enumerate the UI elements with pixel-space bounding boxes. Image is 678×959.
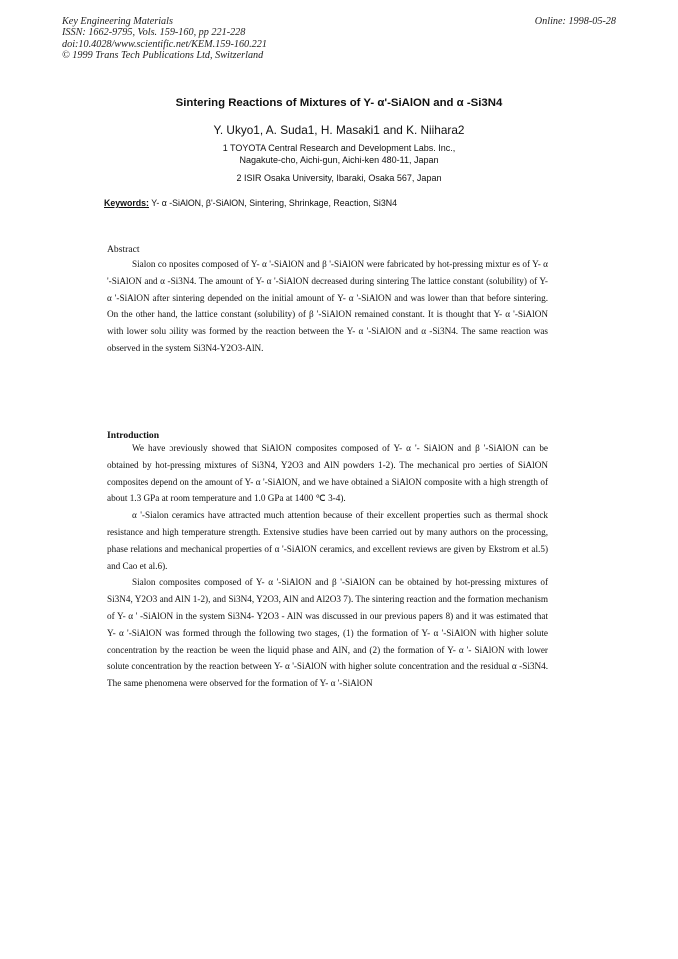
introduction-body bbox=[107, 440, 548, 692]
introduction-paragraph-1: We have ɔreviously showed that SiAlON composites composed of Y- α '- SiAlON and β '-SiAlON can be obtained by hot-pressing mixtures of Si3N4, Y2O3 and AlN powders 1-2). The mechanical pro ɔerties of SiAlON composites depend on the amount of Y- α '-SiAlON, and we have obtained a SiAlON composite with a high strength of about 1.3 GPa at room temperature and 1.0 GPa at 1400 ℃ 3-4). bbox=[107, 443, 548, 504]
paper-title: Sintering Reactions of Mixtures of Y- α'-SiAlON and α -Si3N4 bbox=[175, 97, 503, 109]
paper-authors: Y. Ukyo1, A. Suda1, H. Masaki1 and K. Niihara2 bbox=[213, 123, 465, 137]
keywords-line bbox=[104, 198, 397, 208]
affiliation-1 bbox=[0, 143, 678, 166]
journal-doi: doi:10.4028/www.scientific.net/KEM.159-160.221 bbox=[62, 38, 267, 50]
affiliation-2: 2 ISIR Osaka University, Ibaraki, Osaka 567, Japan bbox=[236, 173, 442, 183]
introduction-paragraph-3: Sialon composites composed of Y- α '-SiAlON and β '-SiAlON can be obtained by hot-pressing mixtures of Si3N4, Y2O3 and AlN 1-2), and Si3N4, Y2O3, AlN and Al2O3 7). The sintering reaction and the formation mechanism of Y- α ' -SiAlON in the system Si3N4- Y2O3 - AlN was discussed in our previous papers 8) and it was estimated that Y- α '-SiAlON was formed through the following two stages, (1) the formation of Y- α '-SiAlON with higher solute concentration by the reaction be ween the liquid phase and AlN, and (2) the formation of Y- α '- SiAlON with lower solute concentration by the reaction between Y- α '-SiAlON with higher solute concentration and the residual α -Si3N4. The same phenomena were observed for the formation of Y- α '-SiAlON bbox=[107, 577, 548, 689]
journal-issn: ISSN: 1662-9795, Vols. 159-160, pp 221-228 bbox=[62, 27, 246, 39]
introduction-heading: Introduction bbox=[107, 430, 160, 441]
keywords-list: Y- α -SiAlON, β'-SiAlON, Sintering, Shrinkage, Reaction, Si3N4 bbox=[151, 198, 397, 208]
introduction-paragraph-2: α '-Sialon ceramics have attracted much attention because of their excellent properties such as thermal shock resistance and high temperature strength. Extensive studies have been carried out by many authors on the processing, phase relations and mechanical properties of α '-SiAlON ceramics, and excellent reviews are given by Ekstrom et al.5) and Cao et al.6). bbox=[107, 510, 548, 571]
abstract-heading: Abstract bbox=[107, 244, 140, 255]
online-date: Online: 1998-05-28 bbox=[534, 16, 616, 27]
journal-copyright: © 1999 Trans Tech Publications Ltd, Switzerland bbox=[62, 49, 264, 61]
abstract-paragraph: Sialon co nposites composed of Y- α '-SiAlON and β '-SiAlON were fabricated by hot-pressing mixtur es of Y- α '-SiAlON and α -Si3N4. The amount of Y- α '-SiAlON decreased during sintering The lattice constant (solubility) of Y- α '-SiAlON after sintering depended on the initial amount of Y- α '-SiAlON and was lower than that before sintering. On the other hand, the lattice constant (solubility) of β '-SiAlON remained constant. It is thought that Y- α '-SiAlON with lower solu ɔility was formed by the reaction between the Y- α '-SiAlON and α -Si3N4. The same reaction was observed in the system Si3N4-Y2O3-AlN. bbox=[107, 259, 548, 353]
abstract-body bbox=[107, 256, 548, 357]
affiliation-1-line-2: Nagakute-cho, Aichi-gun, Aichi-ken 480-11, Japan bbox=[239, 154, 439, 165]
journal-name: Key Engineering Materials bbox=[62, 16, 173, 27]
journal-header bbox=[62, 16, 267, 61]
keywords-label: Keywords: bbox=[104, 198, 149, 208]
affiliation-1-line-1: 1 TOYOTA Central Research and Development Labs. Inc., bbox=[222, 143, 456, 153]
